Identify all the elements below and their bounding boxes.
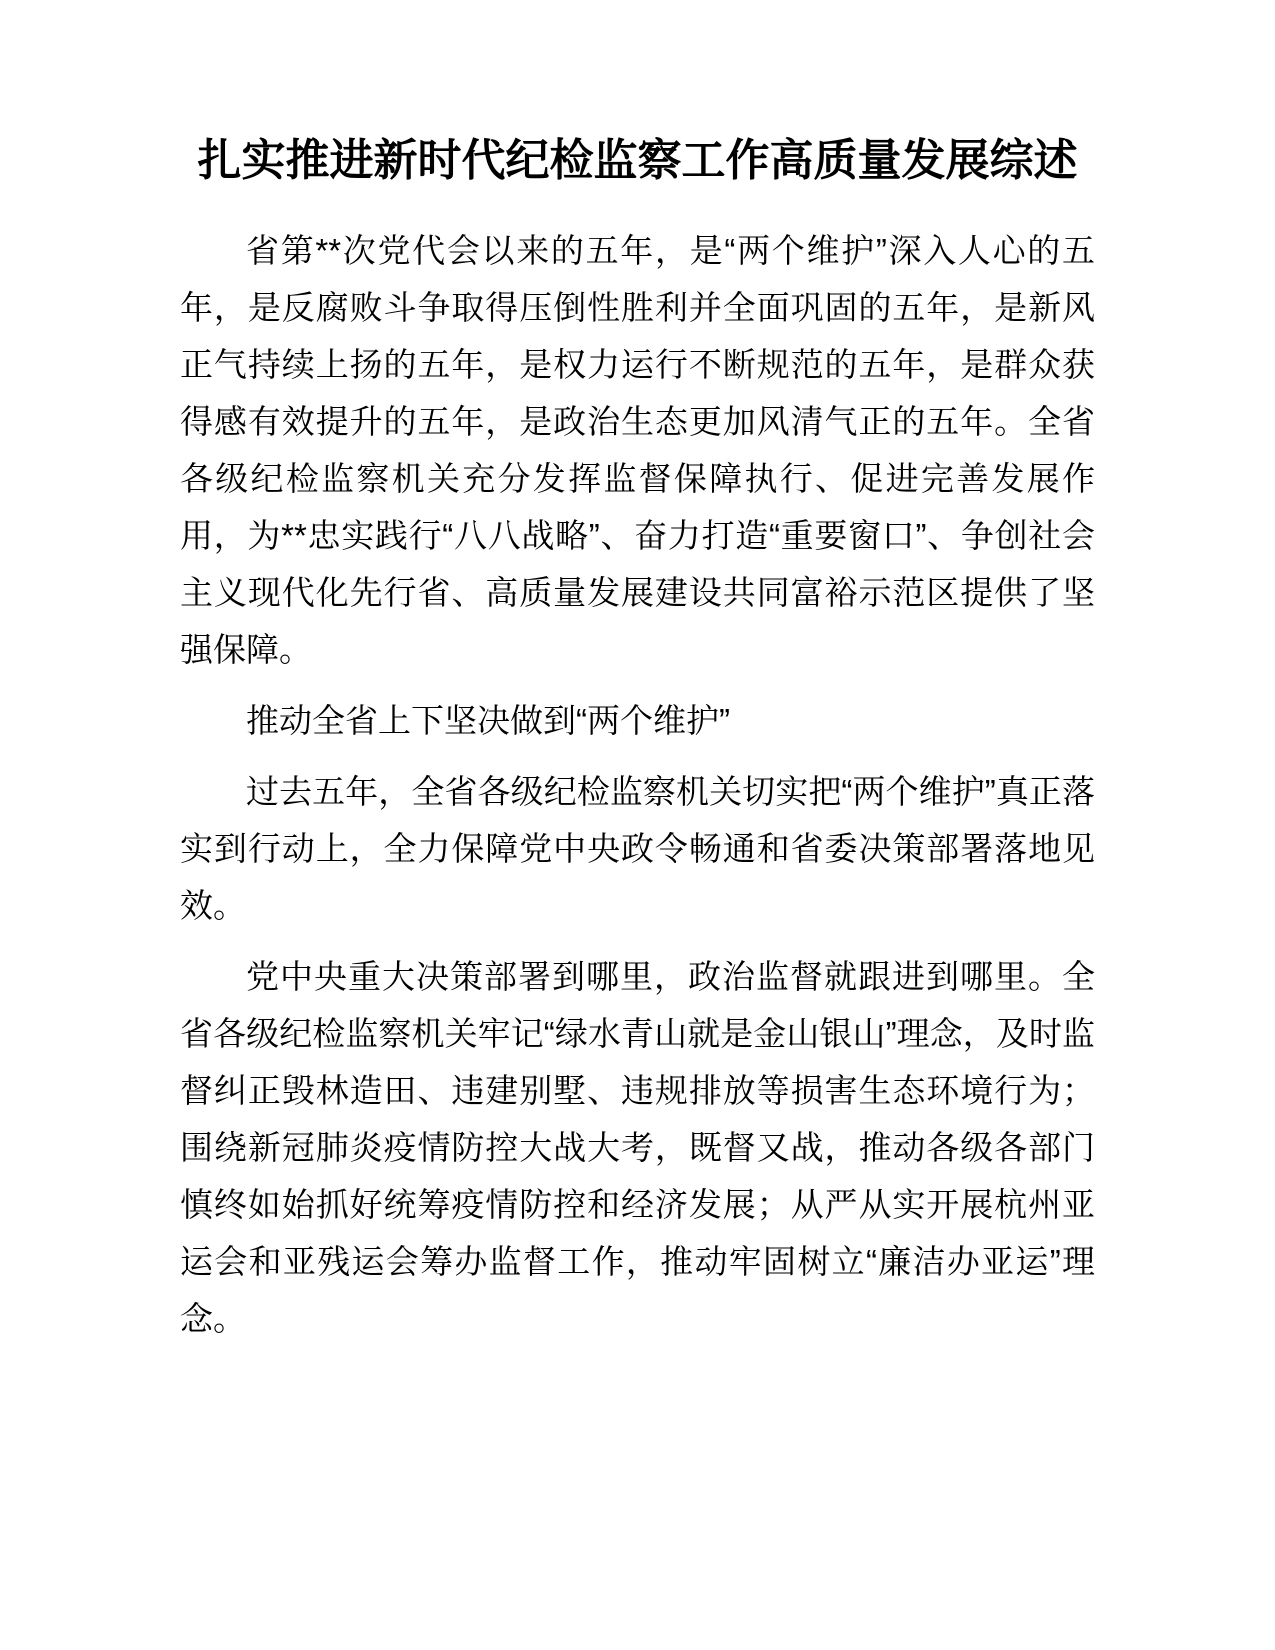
paragraph-body-1: 过去五年，全省各级纪检监察机关切实把“两个维护”真正落实到行动上，全力保障党中央政令畅通和省委决策部署落地见效。 [180,773,1095,924]
paragraph-body-2: 党中央重大决策部署到哪里，政治监督就跟进到哪里。全省各级纪检监察机关牢记“绿水青山就是金山银山”理念，及时监督纠正毁林造田、违建别墅、违规排放等损害生态环境行为；围绕新冠肺炎疫情防控大战大考，既督又战，推动各级各部门慎终如始抓好统筹疫情防控和经济发展；从严从实开展杭州亚运会和亚残运会筹办监督工作，推动牢固树立“廉洁办亚运”理念。 [180,958,1095,1337]
document-title: 扎实推进新时代纪检监察工作高质量发展综述 [197,136,1078,185]
paragraph-intro: 省第**次党代会以来的五年，是“两个维护”深入人心的五年，是反腐败斗争取得压倒性胜利并全面巩固的五年，是新风正气持续上扬的五年，是权力运行不断规范的五年，是群众获得感有效提升的五年，是政治生态更加风清气正的五年。全省各级纪检监察机关充分发挥监督保障执行、促进完善发展作用，为**忠实践行“八八战略”、奋力打造“重要窗口”、争创社会主义现代化先行省、高质量发展建设共同富裕示范区提供了坚强保障。 [180,232,1095,668]
paragraph-subheading: 推动全省上下坚决做到“两个维护” [246,702,730,739]
document-body [180,222,1095,1347]
